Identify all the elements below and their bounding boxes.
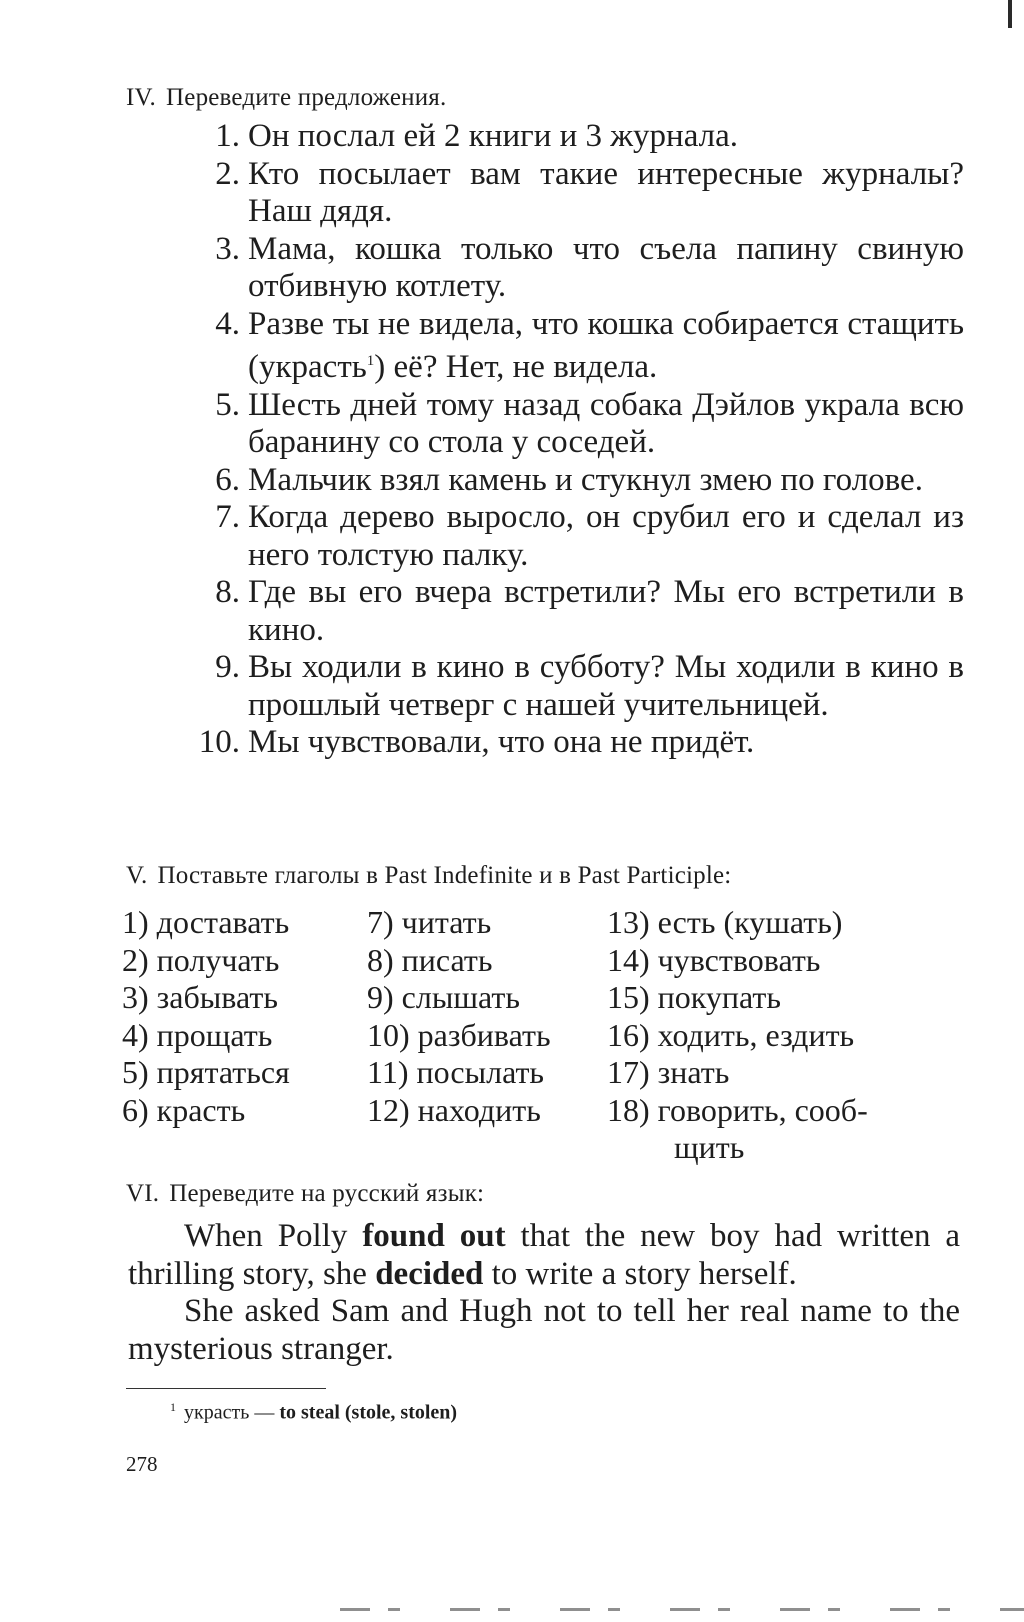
verb-cell: 4) прощать bbox=[122, 1016, 273, 1053]
item-text-part: Разве ты не видела, что кошка собирается стащить (украсть bbox=[248, 305, 964, 385]
footnote-mark: 1 bbox=[170, 1400, 176, 1414]
table-row bbox=[122, 1054, 982, 1092]
table-row bbox=[122, 979, 982, 1017]
item-text: Вы ходили в кино в субботу? Мы ходили в кино в прошлый четверг с нашей учительницей. bbox=[248, 649, 964, 723]
item-number: 9. bbox=[215, 649, 240, 685]
verb-cell: 14) чувствовать bbox=[607, 941, 821, 978]
footnote-word: украсть — bbox=[184, 1401, 275, 1424]
list-item bbox=[184, 724, 964, 762]
footnote-divider bbox=[126, 1388, 326, 1389]
exercise-4-heading bbox=[126, 84, 446, 112]
exercise-4-list bbox=[184, 118, 964, 762]
verb-cell: 5) прятаться bbox=[122, 1054, 290, 1090]
item-number: 3. bbox=[215, 230, 240, 267]
table-row bbox=[122, 904, 982, 942]
exercise-5-heading bbox=[126, 862, 731, 890]
verb-cell: 11) посылать bbox=[367, 1054, 545, 1090]
exercise-5-instruction: Поставьте глаголы в Past Indefinite и в Past Participle: bbox=[157, 862, 732, 889]
verb-cell: 2) получать bbox=[122, 941, 280, 978]
item-number: 2. bbox=[215, 155, 240, 192]
text-run: that the new boy had written a thrilling story, she bbox=[128, 1218, 961, 1292]
list-item bbox=[184, 499, 964, 574]
list-item bbox=[184, 574, 964, 649]
verb-table bbox=[122, 904, 982, 1167]
item-number: 6. bbox=[215, 461, 240, 498]
bold-phrase: decided bbox=[375, 1255, 484, 1292]
paragraph: She asked Sam and Hugh not to tell her real name to the mysterious stranger. bbox=[128, 1293, 960, 1367]
item-number: 4. bbox=[215, 305, 240, 342]
list-item bbox=[184, 231, 964, 306]
footnote-translation: to steal (stole, stolen) bbox=[279, 1401, 458, 1424]
exercise-6-number: VI. bbox=[126, 1180, 160, 1207]
item-text: Мама, кошка только что съела папину свиную отбивную котлету. bbox=[248, 230, 964, 304]
item-number: 7. bbox=[215, 499, 240, 535]
item-number: 8. bbox=[215, 574, 240, 610]
verb-cell: 6) красть bbox=[122, 1091, 246, 1128]
item-text-part: ) её? Нет, не видела. bbox=[374, 349, 658, 385]
verb-cell: 15) покупать bbox=[607, 979, 781, 1015]
exercise-4-number: IV. bbox=[126, 84, 157, 111]
list-item bbox=[184, 118, 964, 156]
item-number: 1. bbox=[215, 118, 240, 154]
footnote-reference: 1 bbox=[366, 353, 375, 369]
table-row bbox=[122, 942, 982, 980]
verb-cell: 12) находить bbox=[367, 1091, 541, 1128]
paragraph bbox=[128, 1218, 960, 1293]
list-item bbox=[184, 306, 964, 387]
verb-cell: 13) есть (кушать) bbox=[607, 904, 843, 940]
exercise-6-instruction: Переведите на русский язык: bbox=[169, 1180, 485, 1207]
footnote bbox=[170, 1400, 457, 1425]
table-row bbox=[122, 1092, 982, 1130]
item-text: Когда дерево выросло, он срубил его и сделал из него толстую палку. bbox=[248, 499, 964, 573]
verb-cell: 10) разбивать bbox=[367, 1016, 551, 1053]
scan-edge-mark bbox=[1008, 0, 1012, 28]
item-text: Шесть дней тому назад собака Дэйлов украла всю баранину со стола у соседей. bbox=[248, 386, 964, 460]
verb-cell: 1) доставать bbox=[122, 904, 290, 940]
exercise-5-number: V. bbox=[126, 862, 148, 889]
item-text: Мы чувствовали, что она не придёт. bbox=[248, 724, 755, 760]
list-item bbox=[184, 387, 964, 462]
verb-cell: 7) читать bbox=[367, 904, 492, 940]
table-row bbox=[122, 1017, 982, 1055]
verb-cell: 8) писать bbox=[367, 941, 493, 978]
list-item bbox=[184, 156, 964, 231]
verb-cell: 9) слышать bbox=[367, 979, 520, 1015]
scan-artifact bbox=[340, 1608, 1024, 1611]
exercise-6-text bbox=[128, 1218, 960, 1368]
text-run: to write a story herself. bbox=[483, 1255, 797, 1292]
verb-cell-continuation: щить bbox=[674, 1129, 745, 1165]
item-number: 5. bbox=[215, 386, 240, 423]
exercise-4-instruction: Переведите предложения. bbox=[166, 84, 447, 111]
page-number: 278 bbox=[126, 1452, 158, 1476]
verb-cell: 16) ходить, ездить bbox=[607, 1016, 855, 1053]
item-number: 10. bbox=[198, 724, 240, 760]
item-text: Где вы его вчера встретили? Мы его встретили в кино. bbox=[248, 574, 964, 648]
verb-cell: 18) говорить, сооб- bbox=[607, 1091, 868, 1128]
item-text bbox=[248, 306, 964, 387]
verb-cell: 3) забывать bbox=[122, 979, 278, 1015]
item-text: Мальчик взял камень и стукнул змею по голове. bbox=[248, 461, 923, 498]
table-row bbox=[122, 1129, 982, 1167]
exercise-6-heading bbox=[126, 1180, 484, 1208]
item-text: Он послал ей 2 книги и 3 журнала. bbox=[248, 118, 739, 154]
list-item bbox=[184, 462, 964, 500]
bold-phrase: found out bbox=[362, 1218, 506, 1254]
text-run: When Polly bbox=[184, 1218, 363, 1254]
verb-cell: 17) знать bbox=[607, 1054, 730, 1090]
item-text: Кто посылает вам такие интересные журналы? Наш дядя. bbox=[248, 155, 964, 229]
list-item bbox=[184, 649, 964, 724]
